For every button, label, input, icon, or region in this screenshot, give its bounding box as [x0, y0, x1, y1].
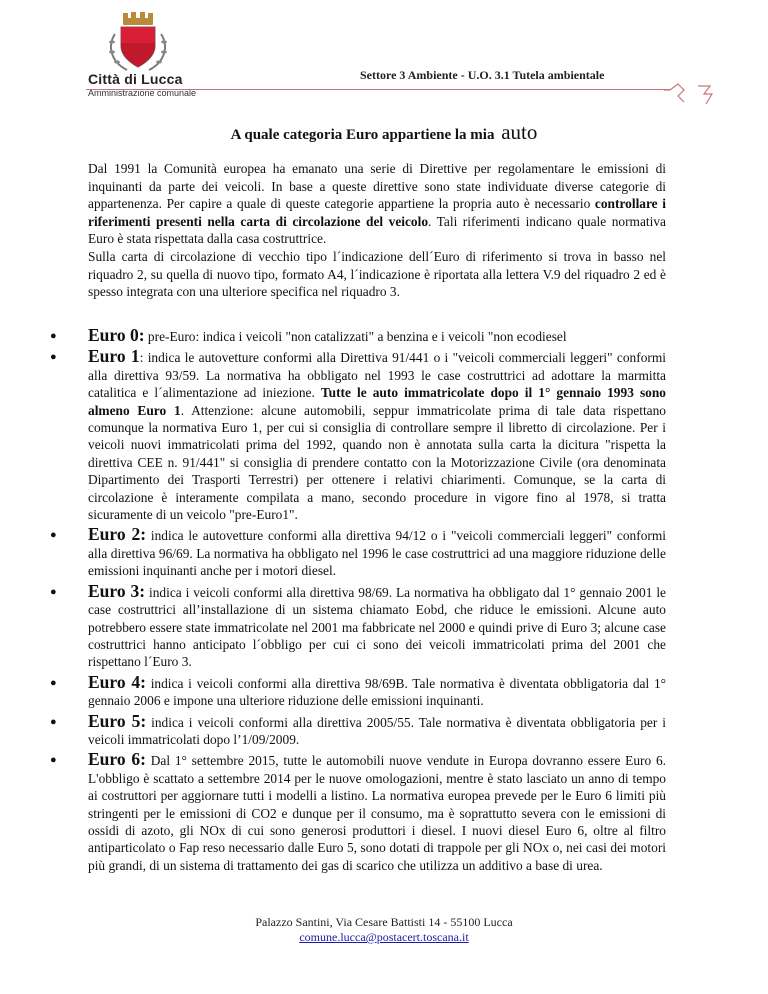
- list-item-euro-2: [50, 524, 666, 579]
- bullet-icon: ●: [50, 715, 57, 728]
- city-name: Città di Lucca: [88, 71, 183, 87]
- list-item-euro-4: [50, 671, 666, 710]
- administration-label: Amministrazione comunale: [88, 88, 197, 98]
- intro-p1-part-b: . Tali riferimenti indicano quale normativa Euro è stata rispettata dalla casa costruttrice.: [88, 213, 666, 247]
- item-text: indica le autovetture conformi alla direttiva 94/12 o i "veicoli commerciali leggeri" conformi alla direttiva 96/69. La normativa ha obbligato nel 1996 le case costruttrici ad una maggiore riduzione delle emissioni inquinanti anche per i motori diesel.: [88, 528, 666, 579]
- item-heading: Euro 2:: [88, 524, 147, 545]
- bullet-icon: ●: [50, 330, 57, 342]
- list-item-euro-0: [50, 325, 666, 345]
- sector-label: Settore 3 Ambiente - U.O. 3.1 Tutela ambientale: [360, 68, 605, 82]
- page-footer: [0, 915, 768, 945]
- bullet-icon: ●: [50, 351, 57, 364]
- intro-text: [88, 160, 666, 301]
- intro-paragraph-1: [88, 160, 666, 248]
- list-item-euro-3: [50, 580, 666, 671]
- bullet-icon: ●: [50, 585, 57, 598]
- item-heading: Euro 4:: [88, 671, 146, 692]
- intro-p1-part-a: Dal 1991 la Comunità europea ha emanato una serie di Direttive per regolamentare le emissioni di inquinanti da parte dei veicoli. In base a queste direttive sono state individuate diverse categorie di appartenenza. Per capire a quale di queste categorie appartiene la propria auto è necessario: [88, 161, 666, 212]
- item-text: pre-Euro: indica i veicoli "non catalizzati" a benzina e i veicoli "non ecodiesel: [144, 329, 567, 344]
- item-text: indica i veicoli conformi alla direttiva 98/69B. Tale normativa è diventata obbligatoria dal 1° gennaio 2006 e impone una ulteriore riduzione delle emissioni inquinanti.: [88, 675, 666, 709]
- footer-address: Palazzo Santini, Via Cesare Battisti 14 - 55100 Lucca: [255, 915, 513, 929]
- item-bold-text: Tutte le auto immatricolate dopo il 1° gennaio 1993 sono almeno Euro 1: [88, 385, 667, 418]
- list-item-euro-5: [50, 710, 666, 749]
- list-item-euro-1: [50, 346, 667, 523]
- bullet-icon: ●: [50, 529, 57, 542]
- page-title: [0, 120, 768, 145]
- intro-p1-bold: controllare i riferimenti presenti nella carta di circolazione del veicolo: [88, 196, 666, 229]
- item-heading: Euro 1: [88, 346, 140, 367]
- header-decoration-icon: [664, 80, 728, 108]
- title-text: A quale categoria Euro appartiene la mia: [230, 127, 495, 143]
- item-heading: Euro 6:: [88, 749, 146, 770]
- item-heading: Euro 0:: [88, 325, 145, 345]
- bullet-icon: ●: [50, 754, 57, 767]
- list-item-euro-6: [50, 749, 667, 874]
- city-coat-of-arms-logo: [103, 12, 173, 74]
- bullet-icon: ●: [50, 676, 57, 689]
- euro-category-list: [50, 325, 667, 877]
- item-text: indica i veicoli conformi alla direttiva 2005/55. Tale normativa è diventata obbligatoria per i veicoli immatricolati dopo l’1/09/2009.: [88, 714, 666, 747]
- title-word: auto: [501, 120, 538, 144]
- item-heading: Euro 5:: [88, 710, 147, 731]
- footer-email-link[interactable]: comune.lucca@postacert.toscana.it: [299, 930, 469, 944]
- item-heading: Euro 3:: [88, 580, 146, 601]
- item-text: Dal 1° settembre 2015, tutte le automobili nuove vendute in Europa dovranno essere Euro 6. L'obbligo è scattato a settembre 2014 per le nuove omologazioni, mentre è stato lasciato un anno di tempo ai costruttori per aggiornare tutti i modelli a listino. La normativa europea prevede per le Euro 6 limiti più stringenti per le emissioni di CO2 e dunque per il consumo, ma è soprattutto severa con le emissioni di ossidi di azoto, gli NOx di cui sono generosi produttori i diesel. I nuovi diesel Euro 6, oltre al filtro antiparticolato o Fap reso necessario dalle Euro 5, sono dotati di trappole per gli NOx o, nei casi dei motori più grandi, di un sistema di trattamento dei gas di scarico che utilizza un additivo a base di urea.: [88, 753, 667, 873]
- item-text: indica i veicoli conformi alla direttiva 98/69. La normativa ha obbligato dal 1° gennaio 2001 le case costruttrici all’installazione di un sistema chiamato Eobd, che riduce le emissioni. Alcune auto potrebbero essere state immatricolate nel 2001 ma fabbricate nel 2000 e quindi prive di Euro 3; alcune case costruttrici hanno anticipato l´obbligo per cui ci sono dei veicoli immatricolati prima del 2001 che rispettano l´Euro 3.: [88, 584, 666, 670]
- intro-paragraph-2: Sulla carta di circolazione di vecchio tipo l´indicazione dell´Euro di riferimento si trova in basso nel riquadro 2, su quella di nuovo tipo, formato A4, l´indicazione è riportata alla lettera V.9 del riquadro 2 ed è spesso integrata con una ulteriore specifica nel riquadro 3.: [88, 248, 666, 300]
- item-text-continued: . Attenzione: alcune automobili, seppur immatricolate prima di tale data rispettano comunque la normativa Euro 1, per cui si consiglia di controllare sempre il libretto di circolazione. Per i veicoli nuovi immatricolati prima del 1992, quando non è annotata sulla carta la dicitura "rispetta la direttiva CEE n. 91/441" si consiglia di prendere contatto con la Motorizzazione Civile (ora denominata Dipartimento dei Trasporti Terrestri) per ottenere i relativi chiarimenti. Comunque, se la carta di circolazione è interamente compilata a mano, secondo procedure in vigore fino al 1978, si tratta sicuramente di un veicolo "pre-Euro1".: [88, 402, 666, 523]
- item-text: : indica le autovetture conformi alla Direttiva 91/441 o i "veicoli commerciali leggeri" conformi alla direttiva 93/59. La normativa ha obbligato nel 1993 le case costruttrici ad adottare la marmitta catalitica e l´alimentazione ad iniezione.: [88, 350, 666, 401]
- header-divider: [86, 89, 670, 90]
